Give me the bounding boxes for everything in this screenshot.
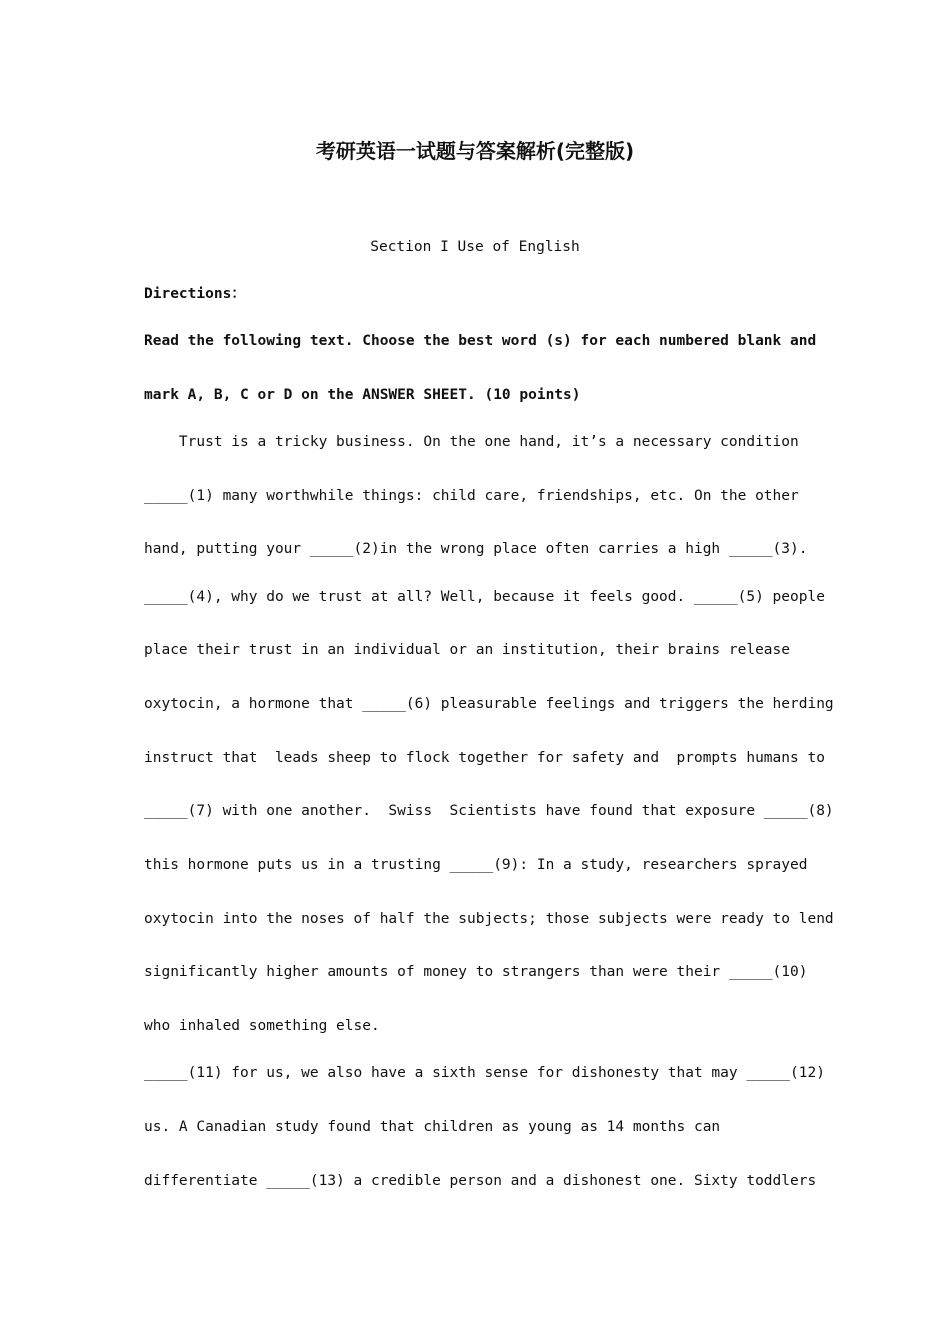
- document-title: 考研英语一试题与答案解析(完整版): [315, 139, 635, 163]
- section-heading: Section I Use of English: [370, 239, 580, 255]
- passage-line: us. A Canadian study found that children as young as 14 months can: [144, 1119, 721, 1135]
- passage-line: differentiate _____(13) a credible person and a dishonest one. Sixty toddlers: [144, 1173, 817, 1189]
- passage-line: oxytocin, a hormone that _____(6) pleasurable feelings and triggers the herding: [144, 696, 834, 712]
- passage-line: oxytocin into the noses of half the subjects; those subjects were ready to lend: [144, 911, 834, 927]
- passage-line: _____(4), why do we trust at all? Well, because it feels good. _____(5) people: [144, 589, 825, 605]
- passage-line: _____(11) for us, we also have a sixth sense for dishonesty that may _____(12): [144, 1065, 825, 1081]
- directions-label: Directions：: [144, 286, 246, 302]
- passage-line: hand, putting your _____(2)in the wrong place often carries a high _____(3).: [144, 541, 808, 557]
- passage-line: this hormone puts us in a trusting _____(9): In a study, researchers sprayed: [144, 857, 808, 873]
- passage-line: _____(7) with one another. Swiss Scientists have found that exposure _____(8): [144, 803, 834, 819]
- passage-line: instruct that leads sheep to flock together for safety and prompts humans to: [144, 750, 825, 766]
- passage-line: Trust is a tricky business. On the one hand, it’s a necessary condition: [144, 434, 799, 450]
- directions-line: Read the following text. Choose the best word (s) for each numbered blank and: [144, 333, 817, 349]
- passage-line: place their trust in an individual or an institution, their brains release: [144, 642, 791, 658]
- passage-line: who inhaled something else.: [144, 1018, 380, 1034]
- directions-line: mark A, B, C or D on the ANSWER SHEET. (10 points): [144, 387, 581, 403]
- passage-line: _____(1) many worthwhile things: child care, friendships, etc. On the other: [144, 488, 799, 504]
- passage-line: significantly higher amounts of money to strangers than were their _____(10): [144, 964, 808, 980]
